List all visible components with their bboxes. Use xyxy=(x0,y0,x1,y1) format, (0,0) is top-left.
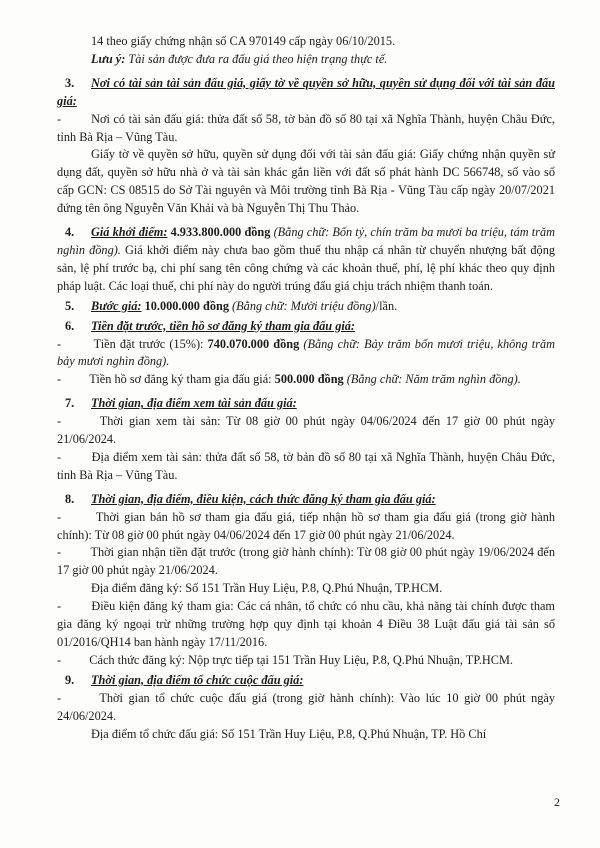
section-3-location-text: Nơi có tài sản đấu giá: thửa đất số 58, tờ bản đồ số 80 tại xã Nghĩa Thành, huyện Châu Đức, tỉnh Bà Rịa – Vũng Tàu. xyxy=(57,111,555,144)
deposit-amount: 740.070.000 đồng xyxy=(207,336,300,351)
document-body xyxy=(57,33,555,743)
starting-price-words: (Bằng chữ: Bốn tỷ, chín trăm ba mươi ba triệu, tám trăm nghìn đồng). xyxy=(57,225,555,257)
fee-label: Tiền hồ sơ đăng ký tham gia đấu giá: xyxy=(89,372,275,387)
section-6-item-deposit xyxy=(57,336,555,372)
section-8-title: Thời gian, địa điểm, điều kiện, cách thức đăng ký tham gia đấu giá: xyxy=(91,491,436,506)
section-5-number: 5. xyxy=(65,298,75,313)
section-9-item-place: Địa điểm tổ chức đấu giá: Số 151 Trần Huy Liệu, P.8, Q.Phú Nhuận, TP. Hồ Chí xyxy=(91,726,487,741)
section-4-number: 4. xyxy=(65,225,75,240)
viewing-place-text: Địa điểm xem tài sản: thửa đất số 58, tờ bản đồ số 80 tại xã Nghĩa Thành, huyện Châu Đức, tỉnh Bà Rịa – Vũng Tàu. xyxy=(57,449,556,482)
bullet-dash: - xyxy=(57,652,62,667)
note-text: Tài sản được đưa ra đấu giá theo hiện trạng thực tế. xyxy=(125,51,388,66)
section-8-number: 8. xyxy=(65,491,75,506)
fee-words: (Bằng chữ: Năm trăm nghìn đồng). xyxy=(343,372,521,387)
fee-amount: 500.000 đồng xyxy=(274,372,344,387)
section-4-paragraph xyxy=(57,224,555,296)
section-8-item-sale-time xyxy=(57,509,555,545)
section-8-item-method xyxy=(57,652,555,670)
section-9-item-time xyxy=(57,690,555,726)
section-6-title: Tiền đặt trước, tiền hồ sơ đăng ký tham gia đấu giá: xyxy=(91,318,356,333)
section-6-number: 6. xyxy=(65,318,75,333)
starting-price-note: Giá khởi điểm này chưa bao gồm thuế thu nhập cá nhân từ chuyển nhượng bất động sản, lệ phí trước bạ, chi phí sang tên công chứng và các khoản thuế, phí, lệ phí khác theo quy định pháp luật. Các loại thuế, chi phí này do người trúng đấu giá chịu trách nhiệm thanh toán. xyxy=(57,242,555,293)
method-text: Cách thức đăng ký: Nộp trực tiếp tại 151 Trần Huy Liệu, P.8, Q.Phú Nhuận, TP.HCM. xyxy=(89,652,513,667)
bid-step-words: (Bằng chữ: Mười triệu đồng) xyxy=(228,298,376,313)
bid-step-amount: 10.000.000 đồng xyxy=(141,298,229,313)
bullet-dash: - xyxy=(57,545,62,560)
section-7-title: Thời gian, địa điểm xem tài sản đấu giá: xyxy=(91,396,297,411)
section-9-number: 9. xyxy=(65,672,75,687)
intro-line: 14 theo giấy chứng nhận số CA 970149 cấp ngày 06/10/2015. xyxy=(91,34,396,48)
note-label: Lưu ý: xyxy=(91,51,126,66)
section-8-item-conditions xyxy=(57,598,555,652)
auction-time-text: Thời gian tổ chức cuộc đấu giá (trong giờ hành chính): Vào lúc 10 giờ 00 phút ngày 24/06/2024. xyxy=(57,690,555,723)
section-9-title: Thời gian, địa điểm tổ chức cuộc đấu giá: xyxy=(91,672,304,687)
section-7-number: 7. xyxy=(65,396,75,411)
section-7-item-place xyxy=(57,449,555,485)
bullet-dash: - xyxy=(57,414,62,429)
section-8-item-deposit-time xyxy=(57,544,555,580)
conditions-text: Điều kiện đăng ký tham gia: Các cá nhân, tổ chức có nhu cầu, khả năng tài chính được tham gia đăng ký ngoại trừ những trường hợp quy định tại khoản 4 Điều 38 Luật đấu giá tài sản số 01/2016/QH14 ban hành ngày 17/11/2016. xyxy=(57,599,555,649)
bullet-dash: - xyxy=(57,690,62,705)
sale-time-text: Thời gian bán hồ sơ tham gia đấu giá, tiếp nhận hồ sơ tham gia đấu giá (trong giờ hành chính): Từ 08 giờ 00 phút ngày 04/06/2024 đến 17 giờ 00 phút ngày 21/06/2024. xyxy=(57,509,556,542)
deposit-words: (Bằng chữ: Bảy trăm bốn mươi triệu, không trăm bảy mươi nghìn đồng). xyxy=(57,336,555,369)
section-8-heading xyxy=(57,491,555,509)
section-3-item-documents: Giấy tờ về quyền sở hữu, quyền sử dụng đối với tài sản đấu giá: Giấy chứng nhận quyền sử dụng đất, quyền sở hữu nhà ở và tài sản khác gắn liền với đất số phát hành DC 566748, số vào sổ cấp GCN: CS 08515 do Sở Tài nguyên và Môi trường tỉnh Bà Rịa - Vũng Tàu cấp ngày 20/07/2021 đứng tên ông Nguyễn Văn Khải và bà Nguyễn Thị Thu Thảo. xyxy=(57,147,555,216)
section-3-title: Nơi có tài sản tài sản đấu giá, giấy tờ về quyền sở hữu, quyền sử dụng đối với tài sản đấu giá: xyxy=(57,75,555,108)
section-6-item-fee xyxy=(57,371,555,389)
bullet-dash: - xyxy=(57,509,62,524)
deposit-label: Tiền đặt trước (15%): xyxy=(93,336,208,351)
section-3-heading xyxy=(57,75,555,111)
section-8-item-place: Địa điểm đăng ký: Số 151 Trần Huy Liệu, P.8, Q.Phú Nhuận, TP.HCM. xyxy=(91,581,443,596)
bullet-dash: - xyxy=(57,599,62,614)
section-3-item-location xyxy=(57,111,555,147)
section-5-label: Bước giá: xyxy=(91,298,142,313)
section-9-heading xyxy=(57,672,555,690)
bullet-dash: - xyxy=(57,449,62,464)
section-7-item-time xyxy=(57,413,555,449)
section-7-heading xyxy=(57,395,555,413)
bullet-dash: - xyxy=(57,372,62,387)
starting-price: 4.933.800.000 đồng xyxy=(167,225,271,240)
section-3-number: 3. xyxy=(65,75,75,90)
bid-step-tail: /lần. xyxy=(375,298,398,313)
note-paragraph xyxy=(57,51,555,69)
section-5-paragraph xyxy=(57,298,555,316)
viewing-time-text: Thời gian xem tài sản: Từ 08 giờ 00 phút ngày 04/06/2024 đến 17 giờ 00 phút ngày 21/06/2024. xyxy=(57,414,555,447)
bullet-dash: - xyxy=(57,336,62,351)
page-number: 2 xyxy=(554,795,560,809)
section-4-label: Giá khởi điểm: xyxy=(91,225,168,240)
deposit-time-text: Thời gian nhận tiền đặt trước (trong giờ hành chính): Từ 08 giờ 00 phút ngày 19/06/2024 đến 17 giờ 00 phút ngày 21/06/2024. xyxy=(57,545,556,578)
section-6-heading xyxy=(57,318,555,336)
bullet-dash: - xyxy=(57,111,62,126)
